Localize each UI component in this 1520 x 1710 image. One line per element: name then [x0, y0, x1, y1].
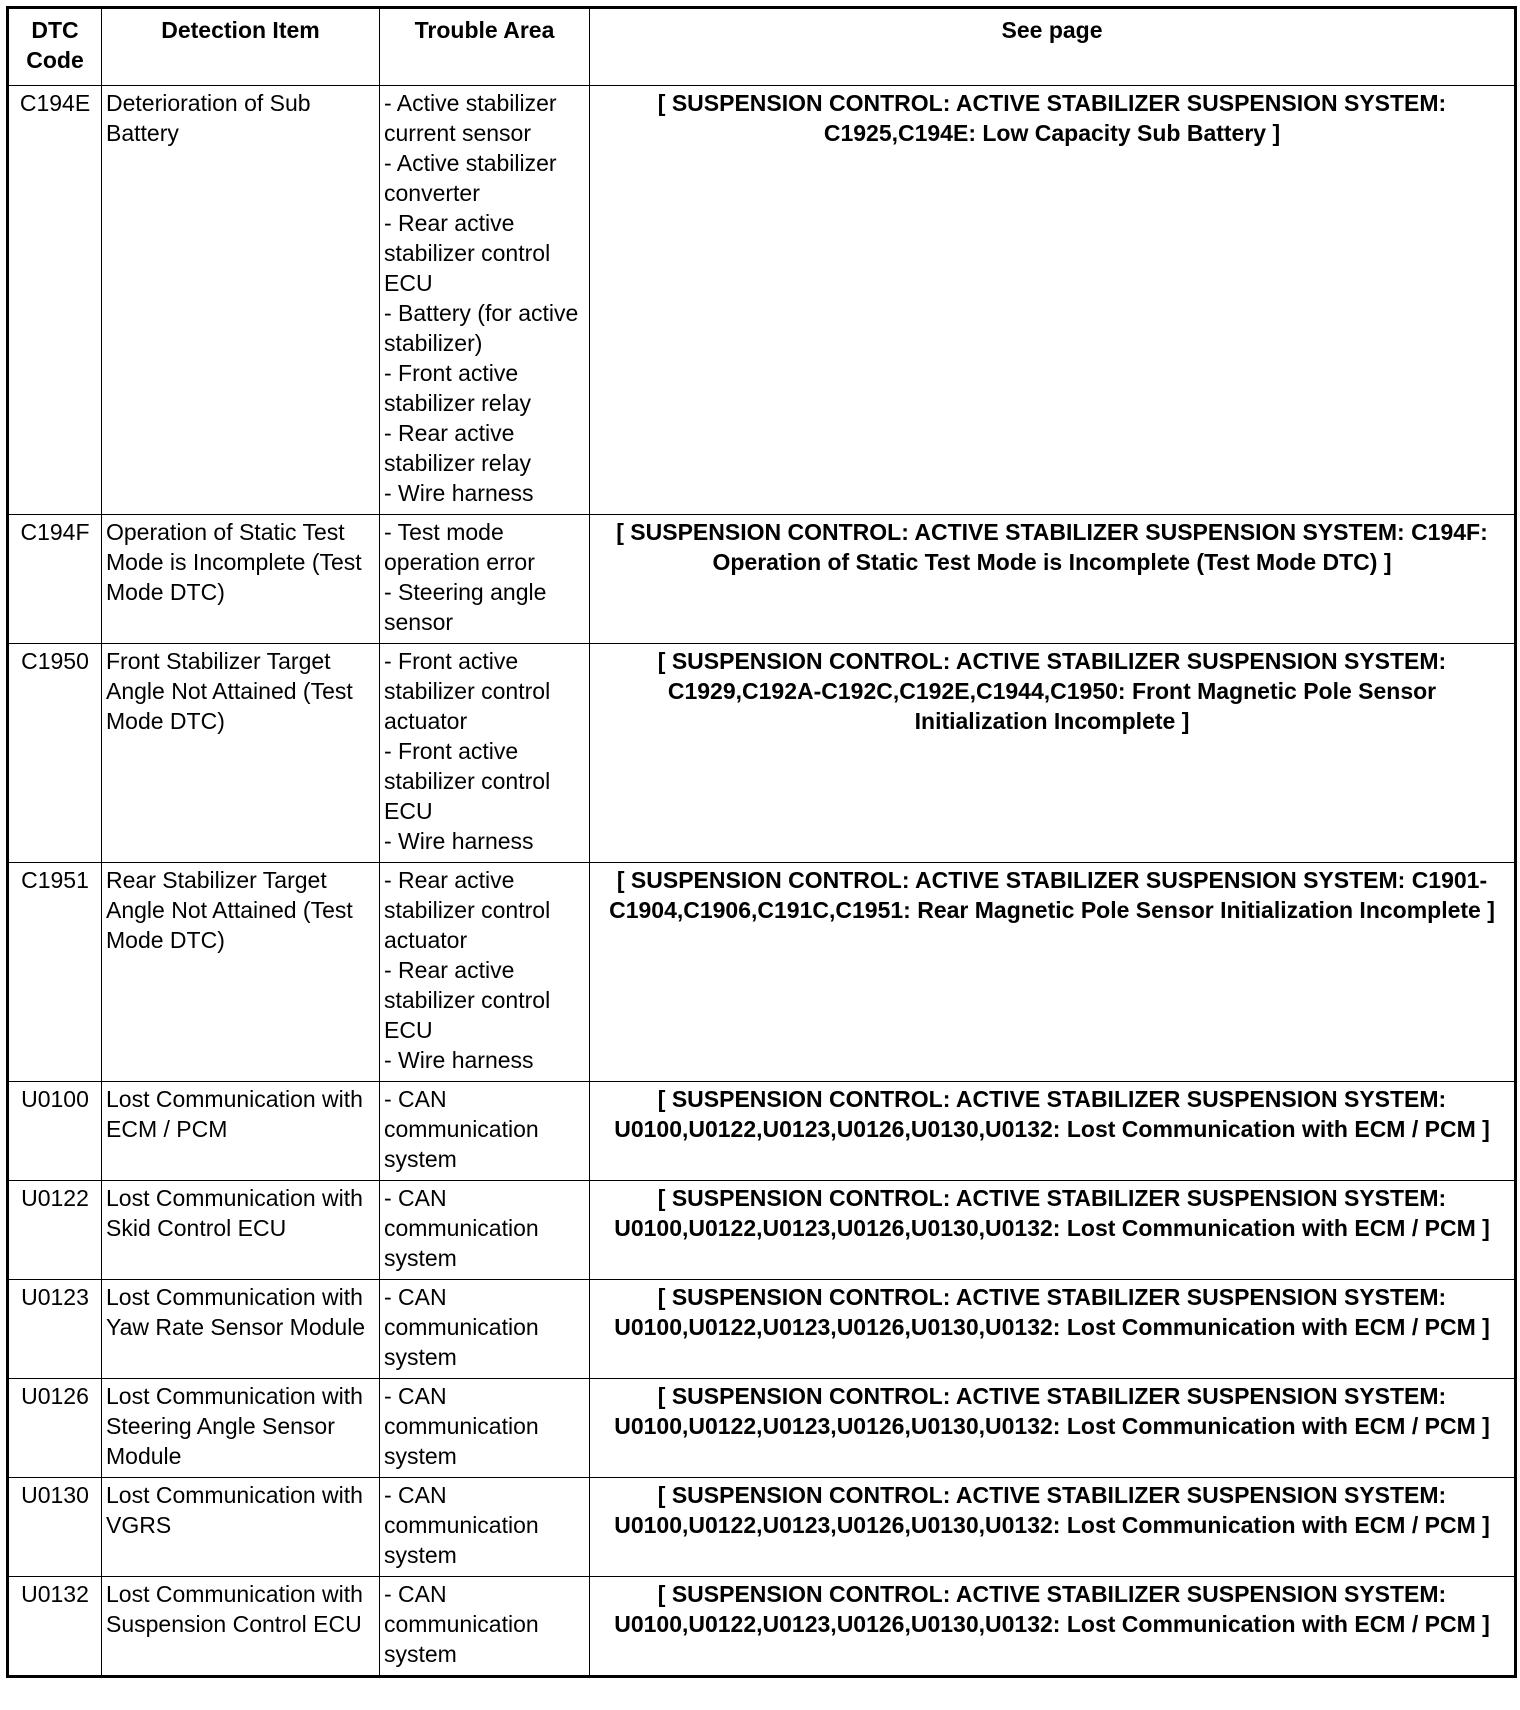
table-row [8, 1082, 1516, 1181]
trouble-area-cell [380, 1280, 590, 1379]
see-page-reference: [ SUSPENSION CONTROL: ACTIVE STABILIZER SUSPENSION SYSTEM: C1925,C194E: Low Capacity Sub Battery ] [657, 90, 1447, 146]
see-page-reference: [ SUSPENSION CONTROL: ACTIVE STABILIZER SUSPENSION SYSTEM: C194F: Operation of Static Test Mode is Incomplete (Test Mode DTC) ] [616, 519, 1488, 575]
see-page-reference: [ SUSPENSION CONTROL: ACTIVE STABILIZER SUSPENSION SYSTEM: U0100,U0122,U0123,U0126,U0130,U0132: Lost Communication with ECM / PCM ] [614, 1086, 1490, 1142]
trouble-area-cell [380, 86, 590, 515]
see-page-cell [590, 863, 1516, 1082]
see-page-cell [590, 1082, 1516, 1181]
detection-item-cell: Lost Communication with ECM / PCM [102, 1082, 380, 1181]
dtc-code-cell: C1950 [8, 644, 102, 863]
dtc-code-cell: C194E [8, 86, 102, 515]
header-dtc-code: DTC Code [8, 8, 102, 86]
trouble-area-entry: - CAN communication system [384, 1185, 539, 1271]
table-header [8, 8, 1516, 86]
trouble-area-entry: - CAN communication system [384, 1383, 539, 1469]
detection-item-cell: Lost Communication with Steering Angle Sensor Module [102, 1379, 380, 1478]
detection-item-cell: Lost Communication with Suspension Control ECU [102, 1577, 380, 1677]
header-detection-item: Detection Item [102, 8, 380, 86]
see-page-reference: [ SUSPENSION CONTROL: ACTIVE STABILIZER SUSPENSION SYSTEM: U0100,U0122,U0123,U0126,U0130,U0132: Lost Communication with ECM / PCM ] [614, 1284, 1490, 1340]
see-page-reference: [ SUSPENSION CONTROL: ACTIVE STABILIZER SUSPENSION SYSTEM: C1929,C192A-C192C,C192E,C1944,C1950: Front Magnetic Pole Sensor Initialization Incomplete ] [657, 648, 1447, 734]
trouble-area-entry: - Wire harness [384, 828, 534, 854]
dtc-code-cell: C1951 [8, 863, 102, 1082]
trouble-area-entry: - Rear active stabilizer control actuator [384, 867, 551, 953]
trouble-area-entry: - Steering angle sensor [384, 579, 547, 635]
detection-item-cell: Front Stabilizer Target Angle Not Attained (Test Mode DTC) [102, 644, 380, 863]
table-row [8, 1379, 1516, 1478]
dtc-code-cell: C194F [8, 515, 102, 644]
trouble-area-entry: - Test mode operation error [384, 519, 535, 575]
dtc-code-cell: U0132 [8, 1577, 102, 1677]
trouble-area-entry: - Front active stabilizer relay [384, 360, 531, 416]
see-page-reference: [ SUSPENSION CONTROL: ACTIVE STABILIZER SUSPENSION SYSTEM: U0100,U0122,U0123,U0126,U0130,U0132: Lost Communication with ECM / PCM ] [614, 1185, 1490, 1241]
trouble-area-entry: - CAN communication system [384, 1086, 539, 1172]
table-row [8, 1577, 1516, 1677]
see-page-reference: [ SUSPENSION CONTROL: ACTIVE STABILIZER SUSPENSION SYSTEM: U0100,U0122,U0123,U0126,U0130,U0132: Lost Communication with ECM / PCM ] [614, 1482, 1490, 1538]
see-page-cell [590, 1280, 1516, 1379]
detection-item-cell: Operation of Static Test Mode is Incomplete (Test Mode DTC) [102, 515, 380, 644]
trouble-area-entry: - CAN communication system [384, 1284, 539, 1370]
dtc-code-cell: U0126 [8, 1379, 102, 1478]
see-page-cell [590, 1181, 1516, 1280]
table-row [8, 1181, 1516, 1280]
dtc-code-cell: U0122 [8, 1181, 102, 1280]
table-row [8, 644, 1516, 863]
dtc-table [6, 6, 1517, 1678]
trouble-area-entry: - Rear active stabilizer control ECU [384, 957, 551, 1043]
see-page-cell [590, 1577, 1516, 1677]
dtc-code-cell: U0130 [8, 1478, 102, 1577]
table-row [8, 86, 1516, 515]
table-body [8, 86, 1516, 1677]
see-page-cell [590, 1379, 1516, 1478]
header-trouble-area: Trouble Area [380, 8, 590, 86]
trouble-area-entry: - Active stabilizer current sensor [384, 90, 557, 146]
see-page-cell [590, 644, 1516, 863]
detection-item-cell: Rear Stabilizer Target Angle Not Attained (Test Mode DTC) [102, 863, 380, 1082]
trouble-area-entry: - Wire harness [384, 480, 534, 506]
trouble-area-entry: - Rear active stabilizer control ECU [384, 210, 551, 296]
table-row [8, 1280, 1516, 1379]
trouble-area-cell [380, 515, 590, 644]
trouble-area-entry: - CAN communication system [384, 1581, 539, 1667]
table-row [8, 1478, 1516, 1577]
trouble-area-entry: - CAN communication system [384, 1482, 539, 1568]
trouble-area-entry: - Rear active stabilizer relay [384, 420, 531, 476]
see-page-cell [590, 1478, 1516, 1577]
see-page-reference: [ SUSPENSION CONTROL: ACTIVE STABILIZER SUSPENSION SYSTEM: C1901-C1904,C1906,C191C,C1951: Rear Magnetic Pole Sensor Initialization Incomplete ] [609, 867, 1495, 923]
table-row [8, 515, 1516, 644]
trouble-area-cell [380, 1379, 590, 1478]
trouble-area-entry: - Wire harness [384, 1047, 534, 1073]
see-page-cell [590, 515, 1516, 644]
trouble-area-cell [380, 644, 590, 863]
dtc-code-cell: U0123 [8, 1280, 102, 1379]
detection-item-cell: Lost Communication with VGRS [102, 1478, 380, 1577]
see-page-reference: [ SUSPENSION CONTROL: ACTIVE STABILIZER SUSPENSION SYSTEM: U0100,U0122,U0123,U0126,U0130,U0132: Lost Communication with ECM / PCM ] [614, 1383, 1490, 1439]
header-row [8, 8, 1516, 86]
trouble-area-entry: - Active stabilizer converter [384, 150, 557, 206]
trouble-area-entry: - Front active stabilizer control ECU [384, 738, 551, 824]
table-row [8, 863, 1516, 1082]
trouble-area-cell [380, 863, 590, 1082]
trouble-area-entry: - Front active stabilizer control actuator [384, 648, 551, 734]
trouble-area-cell [380, 1478, 590, 1577]
see-page-reference: [ SUSPENSION CONTROL: ACTIVE STABILIZER SUSPENSION SYSTEM: U0100,U0122,U0123,U0126,U0130,U0132: Lost Communication with ECM / PCM ] [614, 1581, 1490, 1637]
detection-item-cell: Lost Communication with Skid Control ECU [102, 1181, 380, 1280]
trouble-area-cell [380, 1082, 590, 1181]
header-see-page: See page [590, 8, 1516, 86]
dtc-code-cell: U0100 [8, 1082, 102, 1181]
trouble-area-entry: - Battery (for active stabilizer) [384, 300, 579, 356]
detection-item-cell: Deterioration of Sub Battery [102, 86, 380, 515]
trouble-area-cell [380, 1577, 590, 1677]
trouble-area-cell [380, 1181, 590, 1280]
see-page-cell [590, 86, 1516, 515]
detection-item-cell: Lost Communication with Yaw Rate Sensor Module [102, 1280, 380, 1379]
